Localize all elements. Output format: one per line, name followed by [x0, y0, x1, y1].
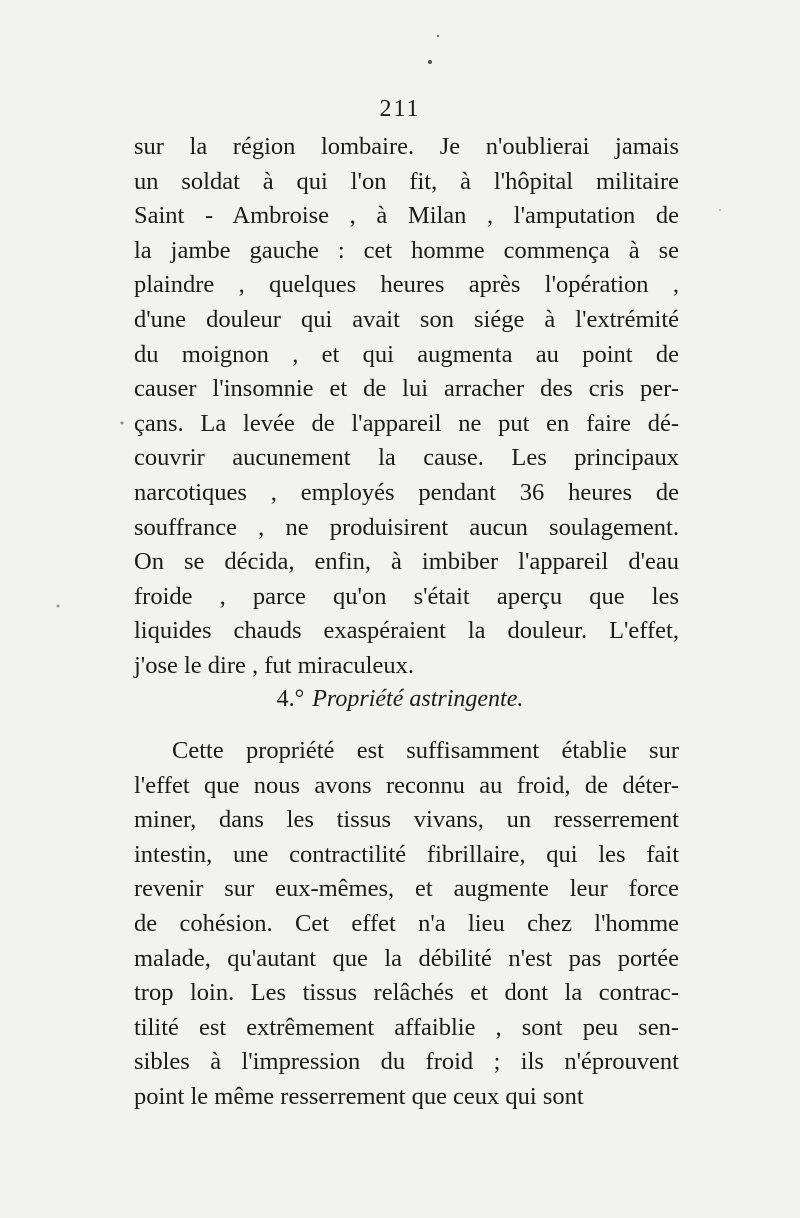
text-line: sur la région lombaire. Je n'oublierai jamais	[134, 133, 679, 160]
paragraph-amputation-anecdote	[134, 130, 679, 684]
text-line: On se décida, enfin, à imbiber l'appareil d'eau	[134, 548, 679, 576]
section-title: Propriété astringente.	[312, 686, 524, 712]
text-line: la jambe gauche : cet homme commença à se	[134, 236, 679, 264]
text-line: sibles à l'impression du froid ; ils n'éprouvent	[134, 1048, 679, 1076]
text-line: froide , parce qu'on s'était aperçu que les	[134, 582, 679, 610]
text-line: de cohésion. Cet effet n'a lieu chez l'homme	[134, 909, 679, 937]
text-line: malade, qu'autant que la débilité n'est pas portée	[134, 944, 679, 972]
section-heading	[0, 686, 800, 713]
text-line: couvrir aucunement la cause. Les principaux	[134, 444, 679, 472]
text-line: narcotiques , employés pendant 36 heures de	[134, 478, 679, 506]
text-line: point le même resserrement que ceux qui sont	[134, 1082, 584, 1110]
text-line: intestin, une contractilité fibrillaire, qui les fait	[134, 840, 679, 868]
text-line: plaindre , quelques heures après l'opération ,	[134, 271, 679, 299]
text-line: causer l'insomnie et de lui arracher des cris per-	[134, 375, 679, 403]
text-line: du moignon , et qui augmenta au point de	[134, 340, 679, 368]
text-line: miner, dans les tissus vivans, un resserrement	[134, 806, 679, 834]
page-number: 211	[379, 96, 421, 122]
text-line: revenir sur eux-mêmes, et augmente leur force	[134, 875, 679, 903]
text-line: çans. La levée de l'appareil ne put en faire dé-	[134, 409, 679, 437]
text-line: liquides chauds exaspéraient la douleur. L'effet,	[134, 617, 679, 645]
text-line: trop loin. Les tissus relâchés et dont la contrac-	[134, 979, 679, 1007]
text-line: l'effet que nous avons reconnu au froid, de déter-	[134, 771, 679, 799]
text-line: un soldat à qui l'on fit, à l'hôpital militaire	[134, 167, 679, 195]
paragraph-astringent-property	[134, 734, 679, 1115]
text-line: Saint - Ambroise , à Milan , l'amputation de	[134, 202, 679, 230]
section-number: 4.°	[276, 686, 305, 712]
text-line: Cette propriété est suffisamment établie sur	[172, 737, 679, 764]
text-line: souffrance , ne produisirent aucun soulagement.	[134, 513, 679, 541]
text-line: j'ose le dire , fut miraculeux.	[134, 651, 414, 679]
text-line: d'une douleur qui avait son siége à l'extrémité	[134, 305, 679, 333]
text-line: tilité est extrêmement affaiblie , sont peu sen-	[134, 1013, 679, 1041]
